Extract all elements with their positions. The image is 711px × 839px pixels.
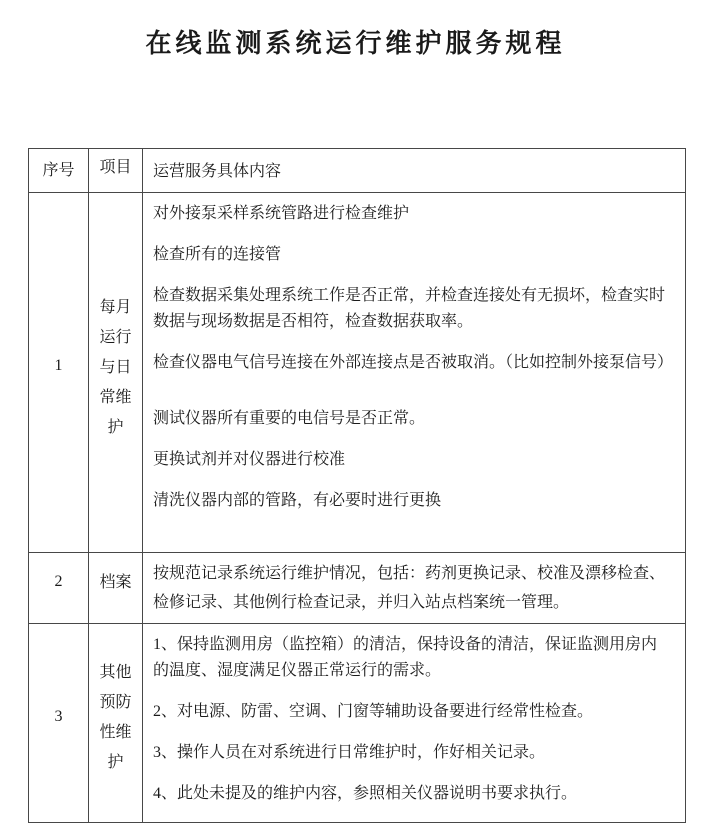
row-number-cell: 2 bbox=[29, 553, 89, 624]
item-name-cell: 每月运行与日常维护 bbox=[89, 193, 143, 553]
content-cell bbox=[143, 193, 686, 553]
table-header-row bbox=[29, 149, 686, 193]
page-title: 在线监测系统运行维护服务规程 bbox=[145, 29, 566, 58]
row-number-cell: 3 bbox=[29, 624, 89, 823]
content-paragraph: 检查所有的连接管 bbox=[153, 246, 282, 263]
content-paragraph: 更换试剂并对仪器进行校准 bbox=[153, 451, 346, 468]
content-paragraph: 清洗仪器内部的管路，有必要时进行更换 bbox=[153, 492, 442, 509]
table-row bbox=[29, 624, 686, 823]
content-cell bbox=[143, 553, 686, 624]
table-row bbox=[29, 553, 686, 624]
header-cell-item: 项目 bbox=[89, 149, 143, 193]
header-cell-no: 序号 bbox=[29, 149, 89, 193]
content-paragraph: 对外接泵采样系统管路进行检查维护 bbox=[153, 205, 410, 222]
content-paragraph: 2、对电源、防雷、空调、门窗等辅助设备要进行经常性检查。 bbox=[153, 703, 594, 720]
header-cell-content: 运营服务具体内容 bbox=[143, 149, 686, 193]
table-row bbox=[29, 193, 686, 553]
content-paragraph: 测试仪器所有重要的电信号是否正常。 bbox=[153, 410, 426, 427]
item-name-cell: 档案 bbox=[89, 553, 143, 624]
content-paragraph: 4、此处未提及的维护内容，参照相关仪器说明书要求执行。 bbox=[153, 785, 578, 802]
content-cell bbox=[143, 624, 686, 823]
item-name-cell: 其他预防性维护 bbox=[89, 624, 143, 823]
content-paragraph: 检查仪器电气信号连接在外部连接点是否被取消。（比如控制外接泵信号） bbox=[153, 354, 674, 371]
content-paragraph: 1、保持监测用房（监控箱）的清洁，保持设备的清洁，保证监测用房内的温度、湿度满足仪器正常运行的需求。 bbox=[153, 636, 658, 679]
row-number-cell: 1 bbox=[29, 193, 89, 553]
content-paragraph: 3、操作人员在对系统进行日常维护时，作好相关记录。 bbox=[153, 744, 546, 761]
content-paragraph: 按规范记录系统运行维护情况，包括：药剂更换记录、校准及漂移检查、检修记录、其他例行检查记录，并归入站点档案统一管理。 bbox=[153, 565, 666, 611]
content-paragraph: 检查数据采集处理系统工作是否正常，并检查连接处有无损坏，检查实时数据与现场数据是否相符，检查数据获取率。 bbox=[153, 287, 666, 330]
maintenance-regulation-table bbox=[28, 148, 686, 823]
